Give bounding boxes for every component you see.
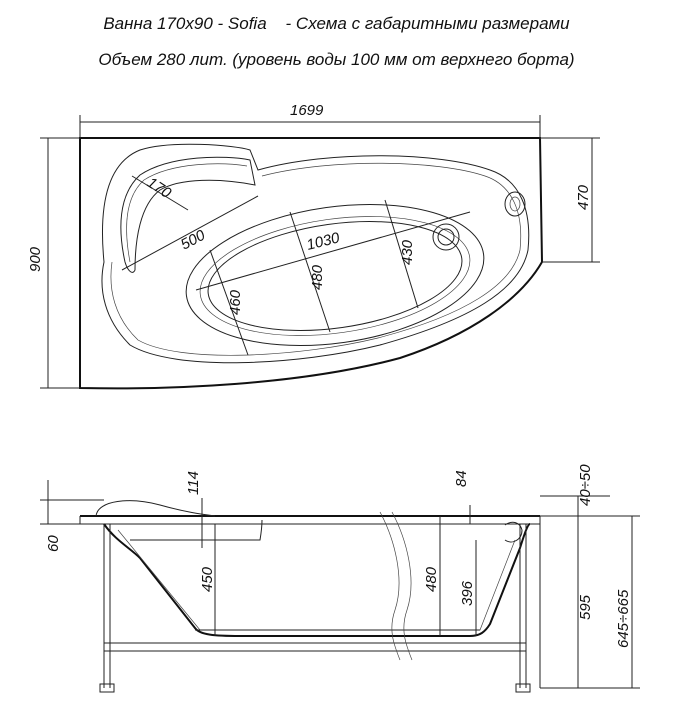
dim-seat: 500 xyxy=(177,226,208,254)
dim-bowl-left: 460 xyxy=(227,289,244,315)
dim-total-height: 645÷665 xyxy=(615,589,632,648)
dim-seat-depth: 114 xyxy=(185,471,202,495)
dim-bowl-right: 430 xyxy=(399,239,416,265)
dim-bowl-width: 480 xyxy=(309,264,326,290)
dim-drain-offset: 470 xyxy=(575,184,592,210)
title-line-1: Ванна 170х90 - Sofia - Схема с габаритными размерами xyxy=(103,14,570,33)
dim-legs: 40÷50 xyxy=(577,464,594,506)
tub-outline xyxy=(80,138,542,388)
dim-rim: 60 xyxy=(45,535,62,552)
title-line-2: Объем 280 лит. (уровень воды 100 мм от верхнего борта) xyxy=(98,50,575,69)
shell-profile xyxy=(104,524,530,636)
top-view xyxy=(27,102,600,388)
bowl-outer xyxy=(177,187,493,363)
dim-frame: 595 xyxy=(577,594,594,620)
dim-length: 1699 xyxy=(290,102,324,119)
foot-right xyxy=(516,684,530,692)
dim-bowl-length: 1030 xyxy=(304,229,342,254)
foot-left xyxy=(100,684,114,692)
dim-left-depth: 450 xyxy=(199,566,216,592)
dim-headrest: 170 xyxy=(143,174,175,202)
side-view xyxy=(40,464,640,692)
dim-depth-water: 396 xyxy=(459,580,476,606)
dim-width: 900 xyxy=(27,246,44,272)
dim-overflow: 84 xyxy=(453,470,470,487)
dim-depth-mid: 480 xyxy=(423,566,440,592)
